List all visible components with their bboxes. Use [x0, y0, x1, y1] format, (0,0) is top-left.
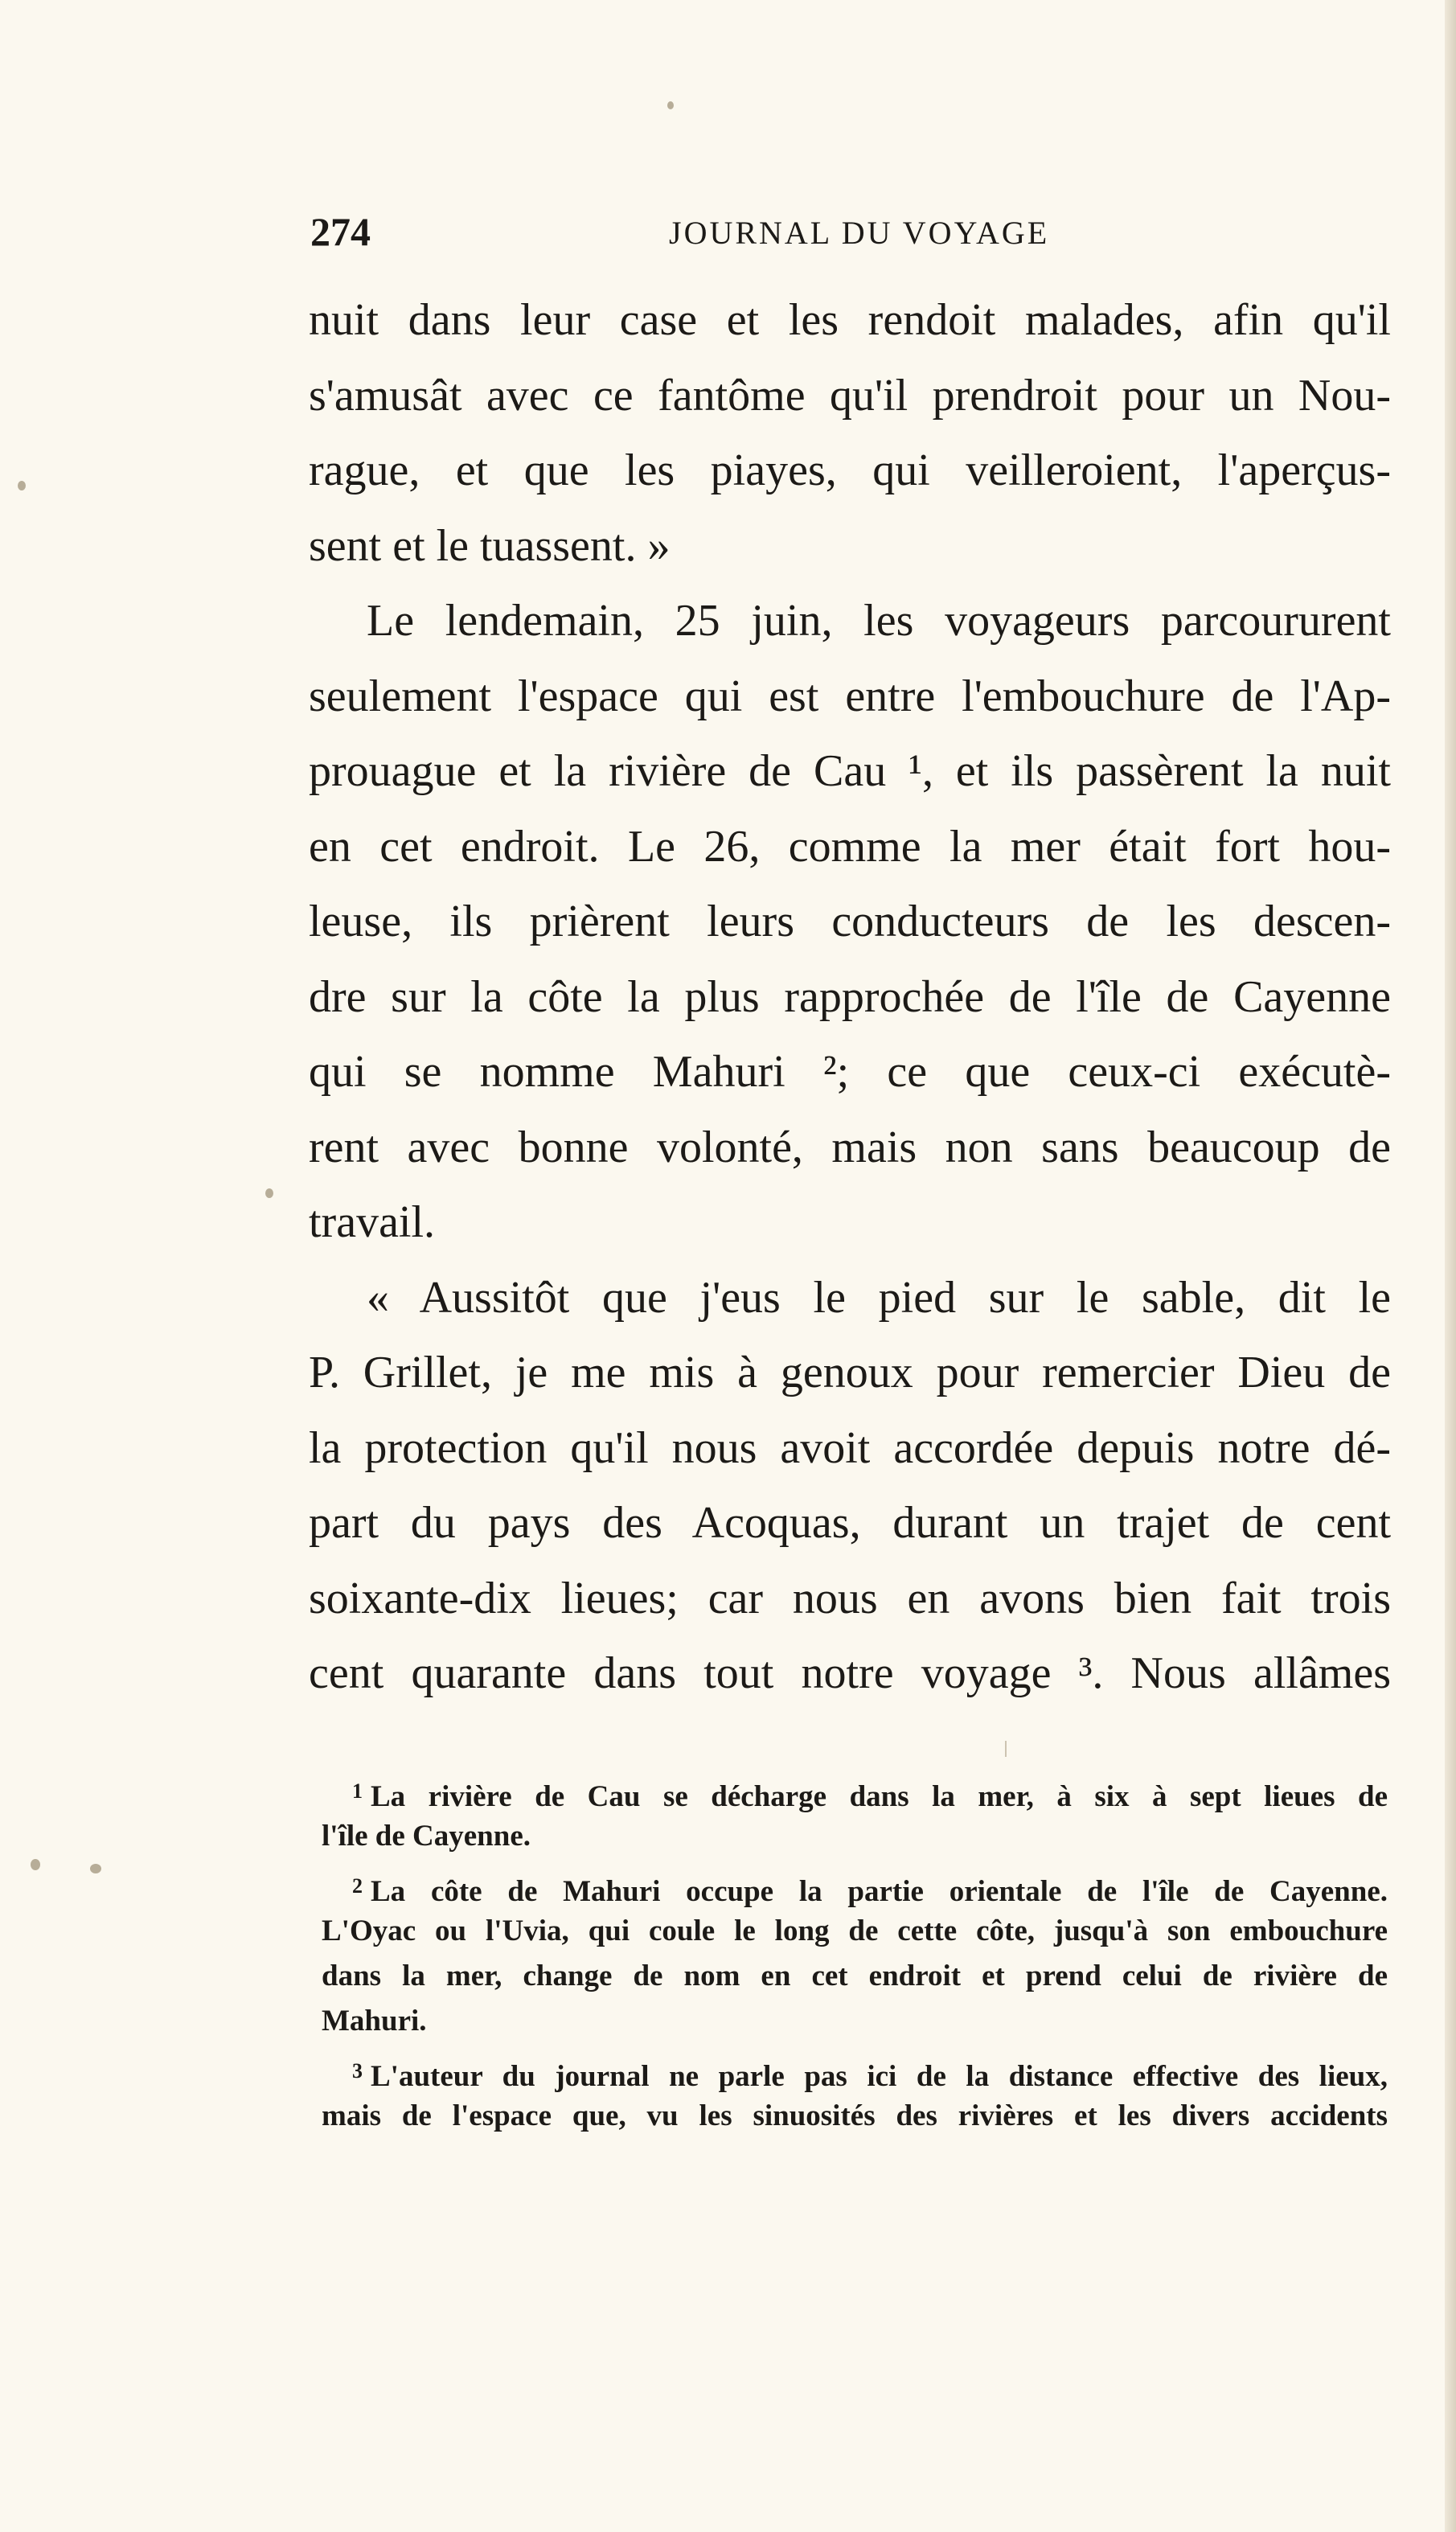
text-line: part du pays des Acoquas, durant un trajet de cent [309, 1498, 1391, 1548]
text-line: prouague et la rivière de Cau ¹, et ils passèrent la nuit [309, 746, 1391, 796]
text-line: Le lendemain, 25 juin, les voyageurs parcoururent [367, 596, 1391, 646]
text-line: qui se nomme Mahuri ²; ce que ceux-ci exécutè- [309, 1047, 1391, 1097]
footnote-marker: 1 [352, 1779, 363, 1803]
text-line: s'amusât avec ce fantôme qu'il prendroit pour un Nou- [309, 370, 1391, 421]
running-head [310, 207, 1388, 256]
footnote-line: Mahuri. [322, 2005, 427, 2038]
page-edge [1445, 0, 1456, 2532]
footnote-line: mais de l'espace que, vu les sinuosités des rivières et les divers accidents [322, 2099, 1388, 2132]
footnote-line: l'île de Cayenne. [322, 1820, 531, 1853]
text-line: P. Grillet, je me mis à genoux pour remercier Dieu de [309, 1348, 1391, 1397]
paper-speck [18, 481, 26, 490]
footnote-2 [322, 1864, 1388, 1909]
footnote-text: L'auteur du journal ne parle pas ici de la distance effective des lieux, [371, 2060, 1388, 2093]
text-line: leuse, ils prièrent leurs conducteurs de les descen- [309, 897, 1391, 946]
text-line: en cet endroit. Le 26, comme la mer était fort hou- [309, 821, 1391, 872]
text-line: la protection qu'il nous avoit accordée depuis notre dé- [309, 1422, 1391, 1473]
text-line: « Aussitôt que j'eus le pied sur le sable, dit le [367, 1272, 1391, 1323]
text-line: seulement l'espace qui est entre l'embouchure de l'Ap- [309, 671, 1391, 721]
body-text [309, 283, 1391, 1712]
text-line: dre sur la côte la plus rapprochée de l'île de Cayenne [309, 971, 1391, 1022]
text-line: nuit dans leur case et les rendoit malades, afin qu'il [309, 295, 1391, 345]
footnote-text: La côte de Mahuri occupe la partie orientale de l'île de Cayenne. [371, 1875, 1388, 1908]
footnote-marker: 2 [352, 1874, 363, 1898]
footnote-text: La rivière de Cau se décharge dans la mer, à six à sept lieues de [371, 1780, 1388, 1813]
text-line: travail. [309, 1197, 436, 1247]
footnote-line: L'Oyac ou l'Uvia, qui coule le long de cette côte, jusqu'à son embouchure [322, 1914, 1388, 1947]
paper-speck [90, 1864, 101, 1873]
paper-speck [667, 101, 674, 109]
text-line: sent et le tuassent. » [309, 520, 671, 571]
text-line: rague, et que les piayes, qui veilleroient, l'aperçus- [309, 445, 1391, 495]
footnote-separator [1005, 1741, 1007, 1757]
text-line: soixante-dix lieues; car nous en avons bien fait trois [309, 1573, 1391, 1623]
page-number: 274 [310, 209, 371, 254]
footnote-1 [322, 1769, 1388, 1814]
text-line: cent quarante dans tout notre voyage ³. Nous allâmes [309, 1648, 1391, 1698]
footnote-line: dans la mer, change de nom en cet endroit et prend celui de rivière de [322, 1960, 1388, 1992]
footnotes [322, 1769, 1388, 2139]
paper-speck [265, 1188, 273, 1198]
text-line: rent avec bonne volonté, mais non sans beaucoup de [309, 1122, 1391, 1172]
running-title: JOURNAL DU VOYAGE [669, 215, 1050, 251]
footnote-marker: 3 [352, 2059, 363, 2083]
paper-speck [31, 1859, 40, 1870]
footnote-3 [322, 2049, 1388, 2094]
